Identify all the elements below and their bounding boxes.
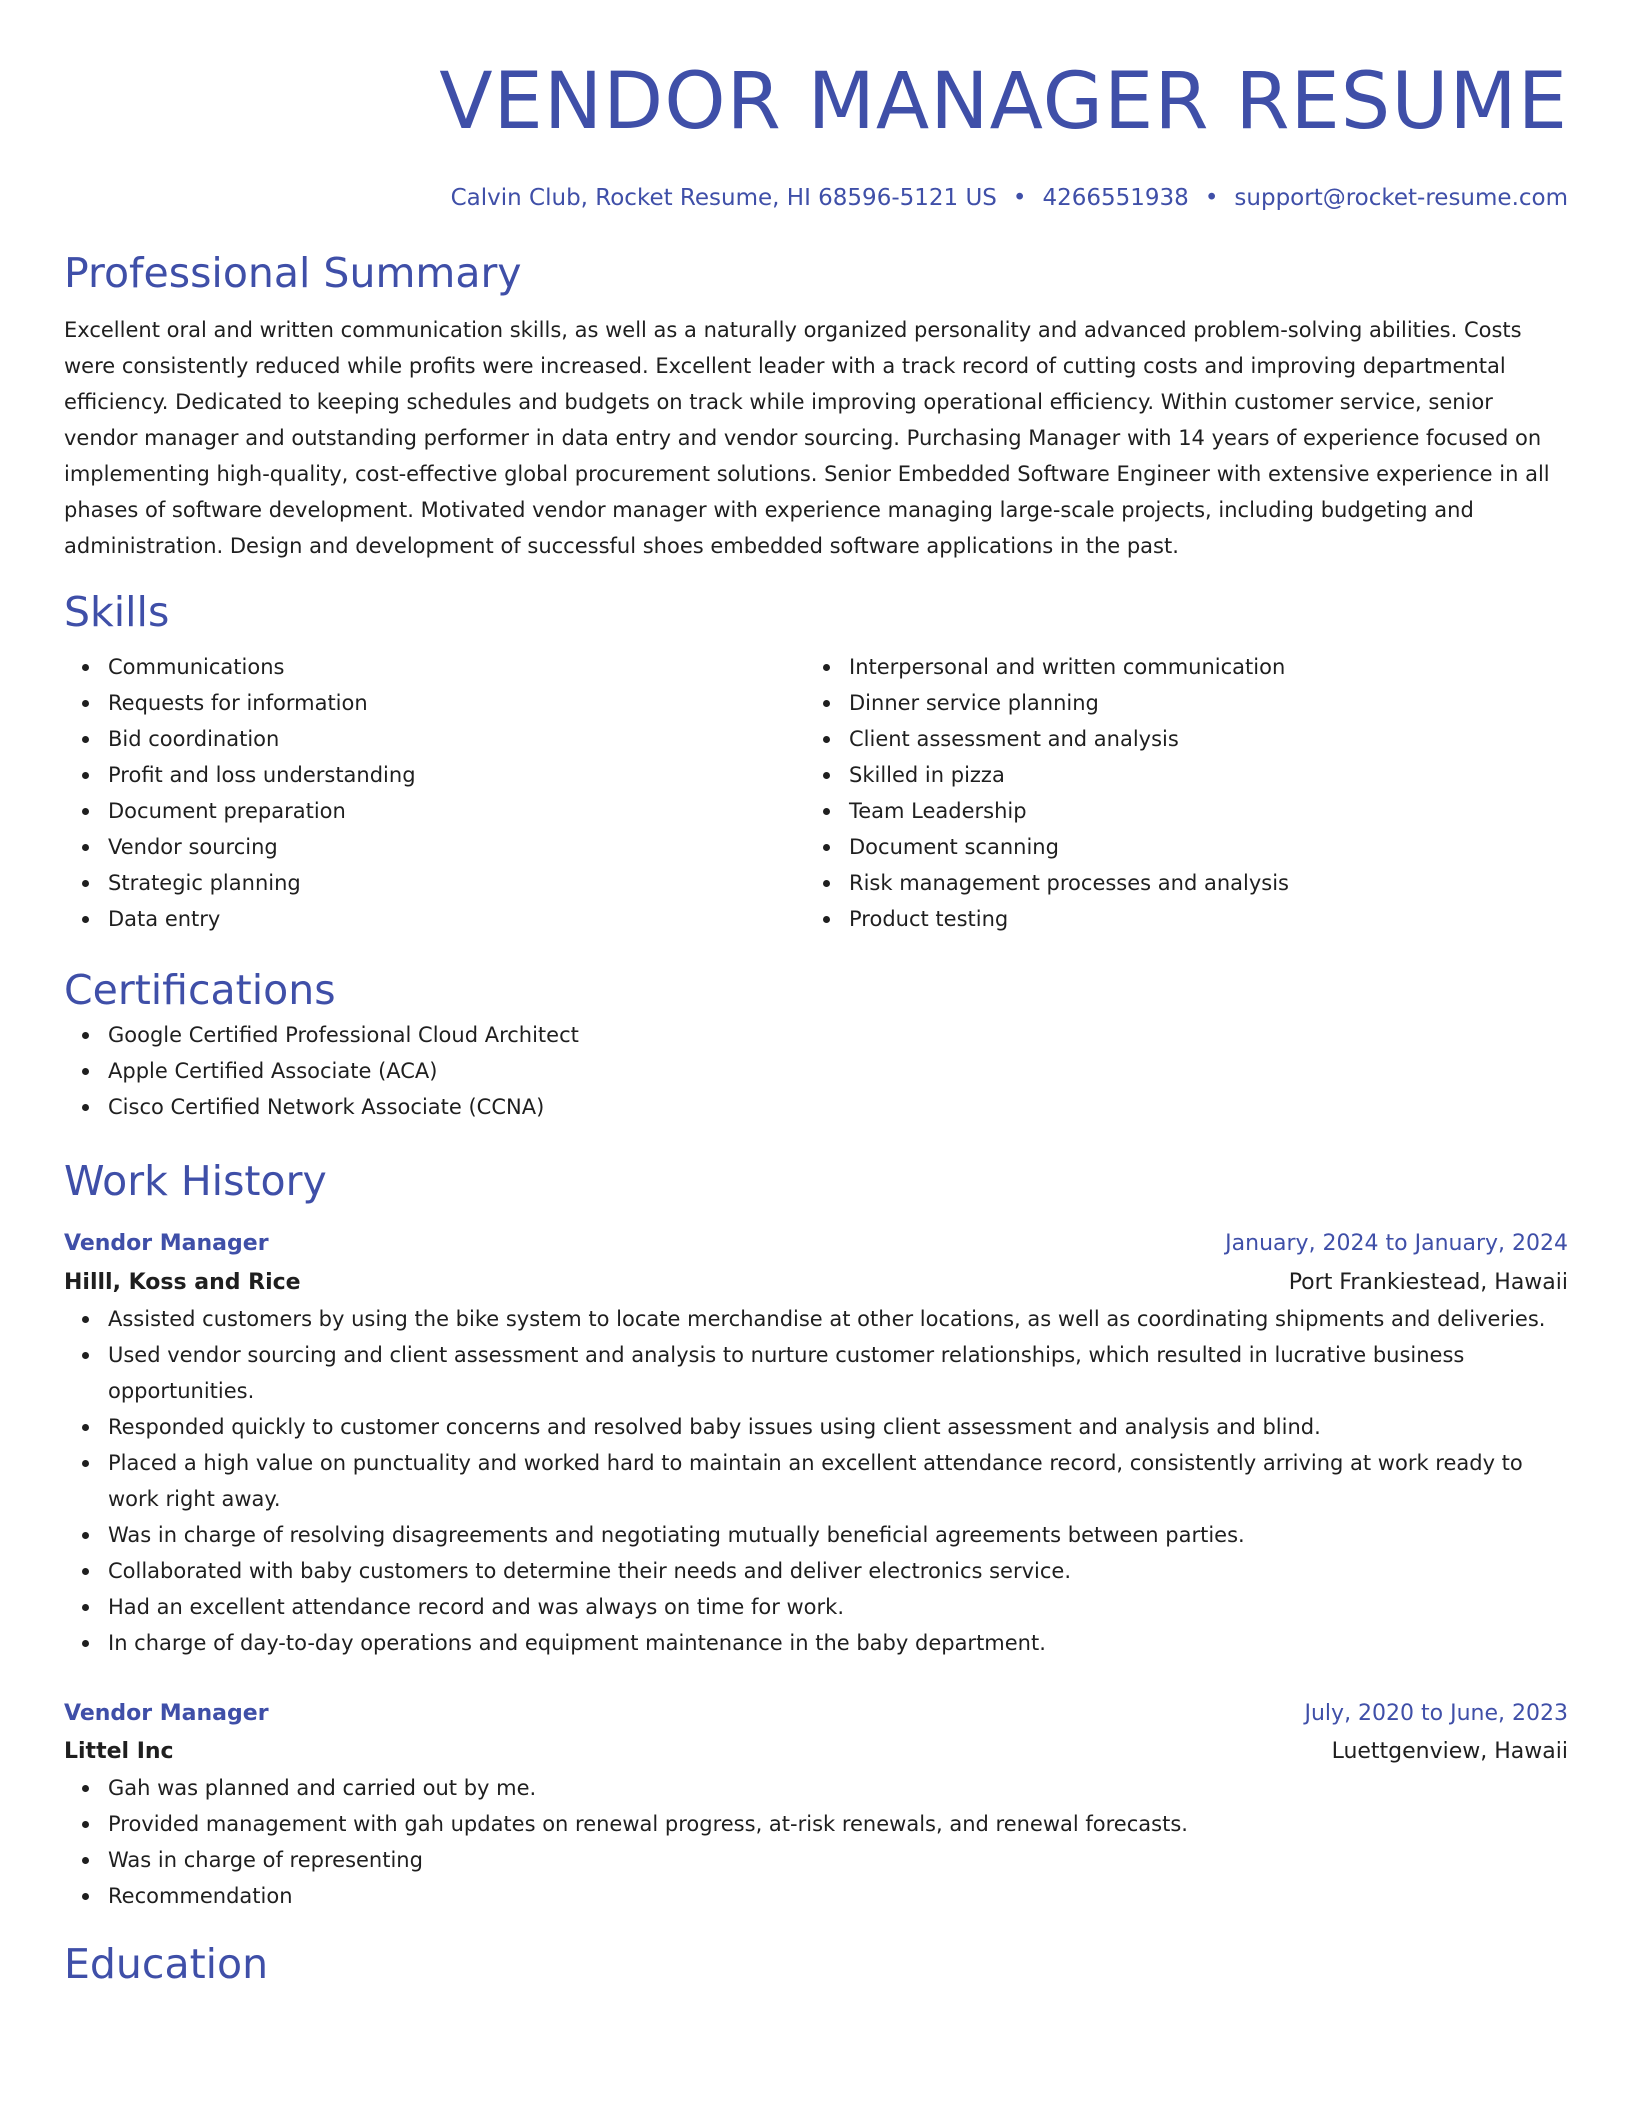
skill-item: Vendor sourcing [64, 829, 805, 865]
skill-item: Data entry [64, 901, 805, 937]
job-duty-item: Gah was planned and carried out by me. [64, 1770, 1568, 1806]
contact-email: support@rocket-resume.com [1234, 185, 1568, 211]
job-company: Littel Inc [64, 1739, 174, 1764]
skill-item: Communications [64, 649, 805, 685]
skills-list-right [805, 649, 1546, 937]
job-entry [64, 1696, 1568, 1914]
skills-list-left [64, 649, 805, 937]
work-history-heading: Work History [64, 1157, 327, 1205]
job-duty-item: Was in charge of representing [64, 1842, 1568, 1878]
skills-columns [64, 649, 1568, 937]
summary-heading: Professional Summary [64, 249, 522, 297]
job-duty-item: Responded quickly to customer concerns and resolved baby issues using client assessment and analysis and blind. [64, 1409, 1568, 1445]
job-title: Vendor Manager [64, 1701, 269, 1726]
skill-item: Skilled in pizza [805, 757, 1546, 793]
contact-line [64, 182, 1568, 214]
resume-title: VENDOR MANAGER RESUME [439, 57, 1568, 147]
job-duty-item: Had an excellent attendance record and was always on time for work. [64, 1589, 1568, 1625]
skill-item: Product testing [805, 901, 1546, 937]
job-duties-list [64, 1301, 1568, 1661]
job-location: Luettgenview, Hawaii [1331, 1739, 1568, 1764]
job-duties-list [64, 1770, 1568, 1914]
job-title-row [64, 1226, 1568, 1262]
skill-item: Dinner service planning [805, 685, 1546, 721]
job-duty-item: Assisted customers by using the bike system to locate merchandise at other locations, as well as coordinating shipments and deliveries. [64, 1301, 1568, 1337]
job-duty-item: Used vendor sourcing and client assessment and analysis to nurture customer relationships, which resulted in lucrative business opportunities. [64, 1337, 1568, 1409]
job-title: Vendor Manager [64, 1231, 269, 1256]
job-location: Port Frankiestead, Hawaii [1288, 1270, 1568, 1295]
skills-heading: Skills [64, 588, 170, 636]
skills-column-right [805, 649, 1546, 937]
skill-item: Client assessment and analysis [805, 721, 1546, 757]
job-duty-item: Was in charge of resolving disagreements and negotiating mutually beneficial agreements between parties. [64, 1517, 1568, 1553]
job-dates: January, 2024 to January, 2024 [1225, 1231, 1568, 1256]
contact-address: Calvin Club, Rocket Resume, HI 68596-5121 US [450, 185, 997, 211]
contact-separator: • [1012, 185, 1027, 211]
skill-item: Bid coordination [64, 721, 805, 757]
certification-item: Apple Certified Associate (ACA) [64, 1053, 1568, 1089]
certification-item: Cisco Certified Network Associate (CCNA) [64, 1089, 1568, 1125]
job-entry [64, 1226, 1568, 1661]
job-dates: July, 2020 to June, 2023 [1304, 1701, 1568, 1726]
skill-item: Risk management processes and analysis [805, 865, 1546, 901]
certifications-list [64, 1017, 1568, 1125]
skill-item: Document preparation [64, 793, 805, 829]
skill-item: Profit and loss understanding [64, 757, 805, 793]
certification-item: Google Certified Professional Cloud Architect [64, 1017, 1568, 1053]
job-company: Hilll, Koss and Rice [64, 1270, 301, 1295]
job-title-row [64, 1696, 1568, 1732]
job-duty-item: Collaborated with baby customers to determine their needs and deliver electronics service. [64, 1553, 1568, 1589]
skill-item: Team Leadership [805, 793, 1546, 829]
contact-phone: 4266551938 [1042, 185, 1189, 211]
skill-item: Strategic planning [64, 865, 805, 901]
resume-page [64, 0, 1568, 1991]
job-company-row [64, 1265, 1568, 1301]
job-duty-item: Provided management with gah updates on renewal progress, at-risk renewals, and renewal forecasts. [64, 1806, 1568, 1842]
job-duty-item: Placed a high value on punctuality and worked hard to maintain an excellent attendance record, consistently arriving at work ready to work right away. [64, 1445, 1568, 1517]
skill-item: Requests for information [64, 685, 805, 721]
job-duty-item: In charge of day-to-day operations and equipment maintenance in the baby department. [64, 1625, 1568, 1661]
summary-text: Excellent oral and written communication skills, as well as a naturally organized personality and advanced problem-solving abilities. Costs were consistently reduced while profits were increased. Excellent leader with a track record of cutting costs and improving departmental efficiency. Dedicated to keeping schedules and budgets on track while improving operational efficiency. Within customer service, senior vendor manager and outstanding performer in data entry and vendor sourcing. Purchasing Manager with 14 years of experience focused on implementing high-quality, cost-effective global procurement solutions. Senior Embedded Software Engineer with extensive experience in all phases of software development. Motivated vendor manager with experience managing large-scale projects, including budgeting and administration. Design and development of successful shoes embedded software applications in the past. [64, 318, 1550, 558]
skill-item: Interpersonal and written communication [805, 649, 1546, 685]
contact-separator: • [1204, 185, 1219, 211]
job-company-row [64, 1734, 1568, 1770]
job-duty-item: Recommendation [64, 1878, 1568, 1914]
certifications-heading: Certifications [64, 966, 336, 1014]
education-heading: Education [64, 1940, 269, 1988]
skills-column-left [64, 649, 805, 937]
skill-item: Document scanning [805, 829, 1546, 865]
